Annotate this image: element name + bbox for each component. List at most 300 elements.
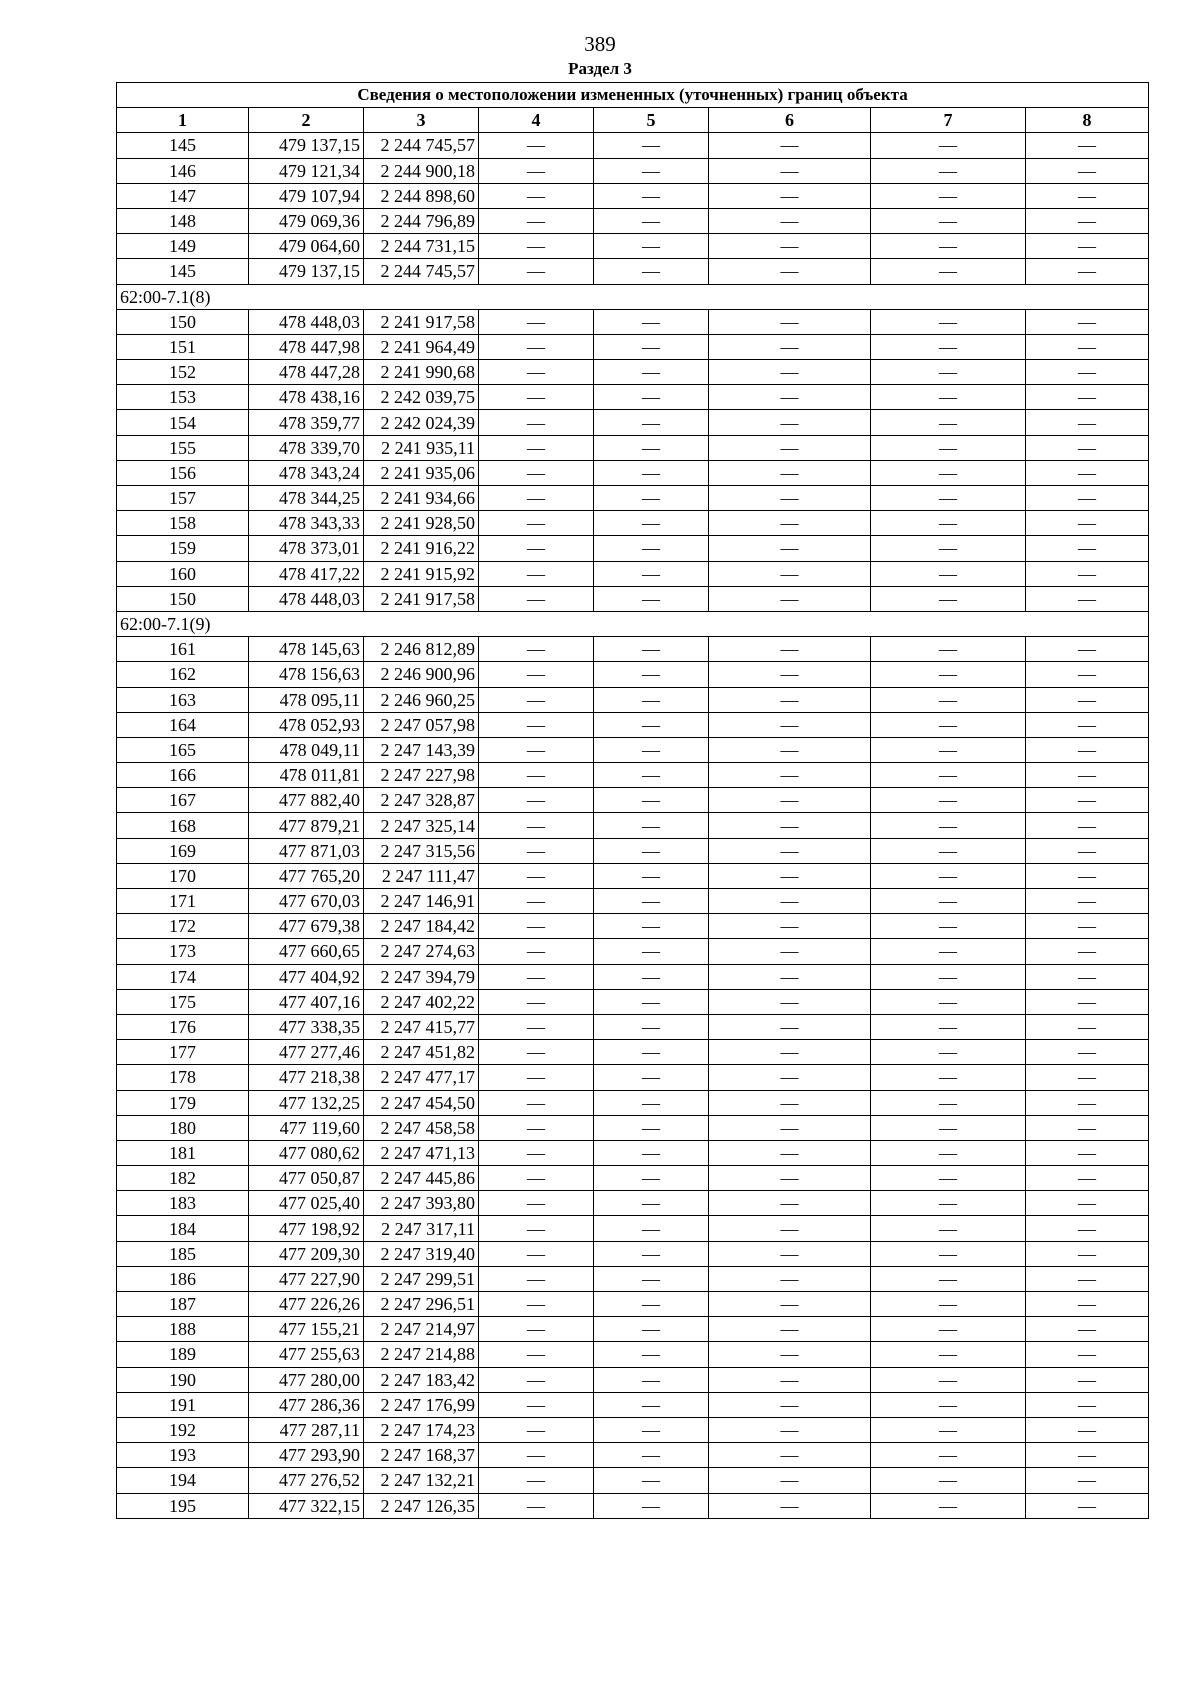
table-row — [117, 1014, 1149, 1039]
y-coordinate-cell: 2 247 168,37 — [364, 1443, 479, 1468]
empty-dash-cell: — — [594, 1468, 709, 1493]
x-coordinate-cell: 477 338,35 — [249, 1014, 364, 1039]
empty-dash-cell: — — [709, 1367, 871, 1392]
empty-dash-cell: — — [1026, 1140, 1149, 1165]
point-number-cell: 179 — [117, 1090, 249, 1115]
y-coordinate-cell: 2 244 745,57 — [364, 259, 479, 284]
y-coordinate-cell: 2 247 143,39 — [364, 737, 479, 762]
x-coordinate-cell: 478 145,63 — [249, 637, 364, 662]
empty-dash-cell: — — [1026, 536, 1149, 561]
y-coordinate-cell: 2 247 183,42 — [364, 1367, 479, 1392]
empty-dash-cell: — — [871, 964, 1026, 989]
empty-dash-cell: — — [871, 1468, 1026, 1493]
table-row — [117, 158, 1149, 183]
point-number-cell: 182 — [117, 1166, 249, 1191]
table-row — [117, 838, 1149, 863]
point-number-cell: 151 — [117, 334, 249, 359]
empty-dash-cell: — — [1026, 1493, 1149, 1518]
column-header: 6 — [709, 108, 871, 133]
empty-dash-cell: — — [709, 1493, 871, 1518]
point-number-cell: 146 — [117, 158, 249, 183]
empty-dash-cell: — — [594, 1241, 709, 1266]
empty-dash-cell: — — [1026, 309, 1149, 334]
point-number-cell: 152 — [117, 360, 249, 385]
x-coordinate-cell: 478 095,11 — [249, 687, 364, 712]
empty-dash-cell: — — [871, 1065, 1026, 1090]
point-number-cell: 163 — [117, 687, 249, 712]
empty-dash-cell: — — [709, 788, 871, 813]
empty-dash-cell: — — [479, 1065, 594, 1090]
x-coordinate-cell: 477 287,11 — [249, 1417, 364, 1442]
table-row — [117, 133, 1149, 158]
empty-dash-cell: — — [871, 410, 1026, 435]
empty-dash-cell: — — [594, 1292, 709, 1317]
empty-dash-cell: — — [1026, 1090, 1149, 1115]
empty-dash-cell: — — [709, 410, 871, 435]
empty-dash-cell: — — [1026, 1317, 1149, 1342]
empty-dash-cell: — — [871, 788, 1026, 813]
empty-dash-cell: — — [871, 385, 1026, 410]
table-row — [117, 1166, 1149, 1191]
x-coordinate-cell: 477 871,03 — [249, 838, 364, 863]
empty-dash-cell: — — [479, 788, 594, 813]
empty-dash-cell: — — [1026, 1216, 1149, 1241]
empty-dash-cell: — — [479, 133, 594, 158]
point-number-cell: 183 — [117, 1191, 249, 1216]
y-coordinate-cell: 2 241 928,50 — [364, 511, 479, 536]
column-header: 7 — [871, 108, 1026, 133]
table-row — [117, 737, 1149, 762]
table-row — [117, 687, 1149, 712]
empty-dash-cell: — — [871, 133, 1026, 158]
empty-dash-cell: — — [1026, 1166, 1149, 1191]
empty-dash-cell: — — [594, 234, 709, 259]
empty-dash-cell: — — [871, 712, 1026, 737]
empty-dash-cell: — — [871, 1140, 1026, 1165]
point-number-cell: 169 — [117, 838, 249, 863]
x-coordinate-cell: 477 198,92 — [249, 1216, 364, 1241]
table-row — [117, 360, 1149, 385]
table-row — [117, 385, 1149, 410]
empty-dash-cell: — — [1026, 1065, 1149, 1090]
y-coordinate-cell: 2 247 328,87 — [364, 788, 479, 813]
table-row — [117, 1292, 1149, 1317]
empty-dash-cell: — — [871, 989, 1026, 1014]
empty-dash-cell: — — [479, 889, 594, 914]
empty-dash-cell: — — [709, 1292, 871, 1317]
table-row — [117, 939, 1149, 964]
table-caption: Сведения о местоположении измененных (уточненных) границ объекта — [117, 83, 1149, 108]
empty-dash-cell: — — [871, 763, 1026, 788]
table-row — [117, 208, 1149, 233]
x-coordinate-cell: 477 407,16 — [249, 989, 364, 1014]
empty-dash-cell: — — [594, 662, 709, 687]
point-number-cell: 149 — [117, 234, 249, 259]
y-coordinate-cell: 2 241 935,06 — [364, 460, 479, 485]
table-row — [117, 460, 1149, 485]
x-coordinate-cell: 477 218,38 — [249, 1065, 364, 1090]
empty-dash-cell: — — [479, 737, 594, 762]
empty-dash-cell: — — [1026, 1191, 1149, 1216]
x-coordinate-cell: 477 119,60 — [249, 1115, 364, 1140]
empty-dash-cell: — — [1026, 989, 1149, 1014]
x-coordinate-cell: 477 276,52 — [249, 1468, 364, 1493]
table-row — [117, 435, 1149, 460]
group-row — [117, 284, 1149, 309]
point-number-cell: 159 — [117, 536, 249, 561]
empty-dash-cell: — — [1026, 360, 1149, 385]
empty-dash-cell: — — [1026, 460, 1149, 485]
y-coordinate-cell: 2 246 900,96 — [364, 662, 479, 687]
x-coordinate-cell: 479 137,15 — [249, 133, 364, 158]
empty-dash-cell: — — [1026, 234, 1149, 259]
empty-dash-cell: — — [709, 1468, 871, 1493]
empty-dash-cell: — — [479, 208, 594, 233]
empty-dash-cell: — — [709, 561, 871, 586]
empty-dash-cell: — — [1026, 1443, 1149, 1468]
empty-dash-cell: — — [594, 1191, 709, 1216]
empty-dash-cell: — — [479, 1040, 594, 1065]
y-coordinate-cell: 2 247 176,99 — [364, 1392, 479, 1417]
empty-dash-cell: — — [1026, 1392, 1149, 1417]
y-coordinate-cell: 2 244 900,18 — [364, 158, 479, 183]
empty-dash-cell: — — [1026, 788, 1149, 813]
x-coordinate-cell: 477 132,25 — [249, 1090, 364, 1115]
point-number-cell: 148 — [117, 208, 249, 233]
empty-dash-cell: — — [709, 813, 871, 838]
empty-dash-cell: — — [1026, 712, 1149, 737]
point-number-cell: 161 — [117, 637, 249, 662]
point-number-cell: 175 — [117, 989, 249, 1014]
empty-dash-cell: — — [479, 435, 594, 460]
empty-dash-cell: — — [594, 1317, 709, 1342]
column-header: 8 — [1026, 108, 1149, 133]
empty-dash-cell: — — [871, 1266, 1026, 1291]
x-coordinate-cell: 477 322,15 — [249, 1493, 364, 1518]
point-number-cell: 180 — [117, 1115, 249, 1140]
empty-dash-cell: — — [1026, 863, 1149, 888]
x-coordinate-cell: 478 156,63 — [249, 662, 364, 687]
empty-dash-cell: — — [871, 511, 1026, 536]
empty-dash-cell: — — [709, 939, 871, 964]
table-row — [117, 1140, 1149, 1165]
empty-dash-cell: — — [871, 914, 1026, 939]
x-coordinate-cell: 477 765,20 — [249, 863, 364, 888]
empty-dash-cell: — — [709, 1342, 871, 1367]
table-row — [117, 536, 1149, 561]
y-coordinate-cell: 2 247 214,88 — [364, 1342, 479, 1367]
y-coordinate-cell: 2 244 898,60 — [364, 183, 479, 208]
point-number-cell: 174 — [117, 964, 249, 989]
x-coordinate-cell: 478 448,03 — [249, 309, 364, 334]
y-coordinate-cell: 2 247 477,17 — [364, 1065, 479, 1090]
table-row — [117, 863, 1149, 888]
empty-dash-cell: — — [1026, 208, 1149, 233]
empty-dash-cell: — — [1026, 964, 1149, 989]
empty-dash-cell: — — [1026, 737, 1149, 762]
table-row — [117, 1317, 1149, 1342]
empty-dash-cell: — — [871, 1317, 1026, 1342]
empty-dash-cell: — — [479, 1166, 594, 1191]
point-number-cell: 160 — [117, 561, 249, 586]
empty-dash-cell: — — [709, 914, 871, 939]
empty-dash-cell: — — [1026, 1468, 1149, 1493]
empty-dash-cell: — — [709, 511, 871, 536]
empty-dash-cell: — — [594, 1065, 709, 1090]
y-coordinate-cell: 2 247 325,14 — [364, 813, 479, 838]
empty-dash-cell: — — [871, 687, 1026, 712]
empty-dash-cell: — — [594, 838, 709, 863]
empty-dash-cell: — — [871, 1417, 1026, 1442]
empty-dash-cell: — — [871, 1115, 1026, 1140]
empty-dash-cell: — — [479, 1443, 594, 1468]
x-coordinate-cell: 479 064,60 — [249, 234, 364, 259]
empty-dash-cell: — — [479, 561, 594, 586]
empty-dash-cell: — — [871, 1443, 1026, 1468]
empty-dash-cell: — — [594, 763, 709, 788]
table-row — [117, 183, 1149, 208]
x-coordinate-cell: 477 080,62 — [249, 1140, 364, 1165]
empty-dash-cell: — — [709, 486, 871, 511]
empty-dash-cell: — — [709, 637, 871, 662]
empty-dash-cell: — — [1026, 687, 1149, 712]
empty-dash-cell: — — [709, 133, 871, 158]
empty-dash-cell: — — [709, 1014, 871, 1039]
empty-dash-cell: — — [1026, 813, 1149, 838]
empty-dash-cell: — — [709, 1090, 871, 1115]
empty-dash-cell: — — [709, 889, 871, 914]
empty-dash-cell: — — [594, 1392, 709, 1417]
point-number-cell: 192 — [117, 1417, 249, 1442]
empty-dash-cell: — — [1026, 435, 1149, 460]
empty-dash-cell: — — [479, 486, 594, 511]
point-number-cell: 184 — [117, 1216, 249, 1241]
x-coordinate-cell: 477 404,92 — [249, 964, 364, 989]
empty-dash-cell: — — [709, 259, 871, 284]
empty-dash-cell: — — [594, 536, 709, 561]
empty-dash-cell: — — [594, 1140, 709, 1165]
y-coordinate-cell: 2 247 315,56 — [364, 838, 479, 863]
empty-dash-cell: — — [594, 460, 709, 485]
x-coordinate-cell: 477 226,26 — [249, 1292, 364, 1317]
column-header: 3 — [364, 108, 479, 133]
empty-dash-cell: — — [594, 183, 709, 208]
column-header-row — [117, 108, 1149, 133]
y-coordinate-cell: 2 247 132,21 — [364, 1468, 479, 1493]
empty-dash-cell: — — [871, 183, 1026, 208]
point-number-cell: 168 — [117, 813, 249, 838]
table-row — [117, 712, 1149, 737]
empty-dash-cell: — — [594, 309, 709, 334]
empty-dash-cell: — — [709, 183, 871, 208]
y-coordinate-cell: 2 244 796,89 — [364, 208, 479, 233]
x-coordinate-cell: 478 344,25 — [249, 486, 364, 511]
y-coordinate-cell: 2 247 299,51 — [364, 1266, 479, 1291]
x-coordinate-cell: 478 438,16 — [249, 385, 364, 410]
y-coordinate-cell: 2 241 917,58 — [364, 586, 479, 611]
point-number-cell: 176 — [117, 1014, 249, 1039]
y-coordinate-cell: 2 241 916,22 — [364, 536, 479, 561]
empty-dash-cell: — — [594, 1417, 709, 1442]
empty-dash-cell: — — [709, 1417, 871, 1442]
table-row — [117, 410, 1149, 435]
empty-dash-cell: — — [709, 989, 871, 1014]
empty-dash-cell: — — [479, 410, 594, 435]
y-coordinate-cell: 2 247 317,11 — [364, 1216, 479, 1241]
empty-dash-cell: — — [709, 1065, 871, 1090]
empty-dash-cell: — — [1026, 334, 1149, 359]
empty-dash-cell: — — [594, 637, 709, 662]
empty-dash-cell: — — [709, 1241, 871, 1266]
table-row — [117, 1443, 1149, 1468]
empty-dash-cell: — — [479, 763, 594, 788]
empty-dash-cell: — — [479, 1140, 594, 1165]
empty-dash-cell: — — [709, 662, 871, 687]
x-coordinate-cell: 479 137,15 — [249, 259, 364, 284]
empty-dash-cell: — — [871, 737, 1026, 762]
y-coordinate-cell: 2 246 812,89 — [364, 637, 479, 662]
empty-dash-cell: — — [709, 309, 871, 334]
empty-dash-cell: — — [594, 486, 709, 511]
empty-dash-cell: — — [1026, 1266, 1149, 1291]
empty-dash-cell: — — [709, 208, 871, 233]
empty-dash-cell: — — [871, 863, 1026, 888]
empty-dash-cell: — — [871, 360, 1026, 385]
x-coordinate-cell: 478 343,33 — [249, 511, 364, 536]
point-number-cell: 145 — [117, 133, 249, 158]
table-row — [117, 334, 1149, 359]
table-row — [117, 586, 1149, 611]
empty-dash-cell: — — [594, 208, 709, 233]
caption-row — [117, 83, 1149, 108]
empty-dash-cell: — — [594, 687, 709, 712]
empty-dash-cell: — — [1026, 939, 1149, 964]
empty-dash-cell: — — [594, 1342, 709, 1367]
column-header: 2 — [249, 108, 364, 133]
table-row — [117, 1115, 1149, 1140]
empty-dash-cell: — — [709, 737, 871, 762]
empty-dash-cell: — — [709, 334, 871, 359]
y-coordinate-cell: 2 247 454,50 — [364, 1090, 479, 1115]
empty-dash-cell: — — [594, 813, 709, 838]
x-coordinate-cell: 477 025,40 — [249, 1191, 364, 1216]
x-coordinate-cell: 477 882,40 — [249, 788, 364, 813]
empty-dash-cell: — — [594, 989, 709, 1014]
empty-dash-cell: — — [871, 586, 1026, 611]
x-coordinate-cell: 477 277,46 — [249, 1040, 364, 1065]
empty-dash-cell: — — [594, 939, 709, 964]
y-coordinate-cell: 2 242 039,75 — [364, 385, 479, 410]
empty-dash-cell: — — [871, 1493, 1026, 1518]
empty-dash-cell: — — [479, 1191, 594, 1216]
empty-dash-cell: — — [594, 1115, 709, 1140]
empty-dash-cell: — — [709, 158, 871, 183]
point-number-cell: 187 — [117, 1292, 249, 1317]
y-coordinate-cell: 2 244 731,15 — [364, 234, 479, 259]
empty-dash-cell: — — [1026, 1241, 1149, 1266]
table-row — [117, 1040, 1149, 1065]
x-coordinate-cell: 478 343,24 — [249, 460, 364, 485]
y-coordinate-cell: 2 242 024,39 — [364, 410, 479, 435]
empty-dash-cell: — — [594, 133, 709, 158]
empty-dash-cell: — — [479, 1292, 594, 1317]
empty-dash-cell: — — [479, 1468, 594, 1493]
empty-dash-cell: — — [871, 1014, 1026, 1039]
empty-dash-cell: — — [479, 536, 594, 561]
empty-dash-cell: — — [1026, 914, 1149, 939]
x-coordinate-cell: 478 373,01 — [249, 536, 364, 561]
y-coordinate-cell: 2 247 184,42 — [364, 914, 479, 939]
empty-dash-cell: — — [871, 1392, 1026, 1417]
empty-dash-cell: — — [479, 511, 594, 536]
empty-dash-cell: — — [479, 1266, 594, 1291]
group-row — [117, 611, 1149, 636]
point-number-cell: 170 — [117, 863, 249, 888]
y-coordinate-cell: 2 241 934,66 — [364, 486, 479, 511]
table-row — [117, 1417, 1149, 1442]
y-coordinate-cell: 2 247 394,79 — [364, 964, 479, 989]
empty-dash-cell: — — [1026, 1292, 1149, 1317]
table-row — [117, 1342, 1149, 1367]
empty-dash-cell: — — [594, 586, 709, 611]
table-row — [117, 889, 1149, 914]
y-coordinate-cell: 2 241 935,11 — [364, 435, 479, 460]
empty-dash-cell: — — [479, 259, 594, 284]
x-coordinate-cell: 478 359,77 — [249, 410, 364, 435]
empty-dash-cell: — — [709, 964, 871, 989]
point-number-cell: 193 — [117, 1443, 249, 1468]
empty-dash-cell: — — [479, 687, 594, 712]
empty-dash-cell: — — [1026, 763, 1149, 788]
table-row — [117, 1191, 1149, 1216]
empty-dash-cell: — — [479, 1342, 594, 1367]
empty-dash-cell: — — [479, 1216, 594, 1241]
x-coordinate-cell: 479 107,94 — [249, 183, 364, 208]
empty-dash-cell: — — [1026, 662, 1149, 687]
empty-dash-cell: — — [709, 712, 871, 737]
empty-dash-cell: — — [594, 863, 709, 888]
point-number-cell: 188 — [117, 1317, 249, 1342]
point-number-cell: 147 — [117, 183, 249, 208]
empty-dash-cell: — — [594, 1493, 709, 1518]
empty-dash-cell: — — [479, 637, 594, 662]
empty-dash-cell: — — [709, 1392, 871, 1417]
empty-dash-cell: — — [479, 334, 594, 359]
point-number-cell: 177 — [117, 1040, 249, 1065]
empty-dash-cell: — — [709, 234, 871, 259]
empty-dash-cell: — — [709, 1166, 871, 1191]
point-number-cell: 162 — [117, 662, 249, 687]
x-coordinate-cell: 477 255,63 — [249, 1342, 364, 1367]
empty-dash-cell: — — [594, 1367, 709, 1392]
x-coordinate-cell: 479 069,36 — [249, 208, 364, 233]
empty-dash-cell: — — [479, 183, 594, 208]
empty-dash-cell: — — [709, 435, 871, 460]
empty-dash-cell: — — [594, 1266, 709, 1291]
coordinates-table — [116, 82, 1149, 1519]
empty-dash-cell: — — [709, 1443, 871, 1468]
empty-dash-cell: — — [871, 1216, 1026, 1241]
point-number-cell: 165 — [117, 737, 249, 762]
empty-dash-cell: — — [871, 259, 1026, 284]
empty-dash-cell: — — [709, 687, 871, 712]
point-number-cell: 194 — [117, 1468, 249, 1493]
empty-dash-cell: — — [709, 1115, 871, 1140]
point-number-cell: 172 — [117, 914, 249, 939]
point-number-cell: 154 — [117, 410, 249, 435]
x-coordinate-cell: 477 679,38 — [249, 914, 364, 939]
empty-dash-cell: — — [871, 460, 1026, 485]
